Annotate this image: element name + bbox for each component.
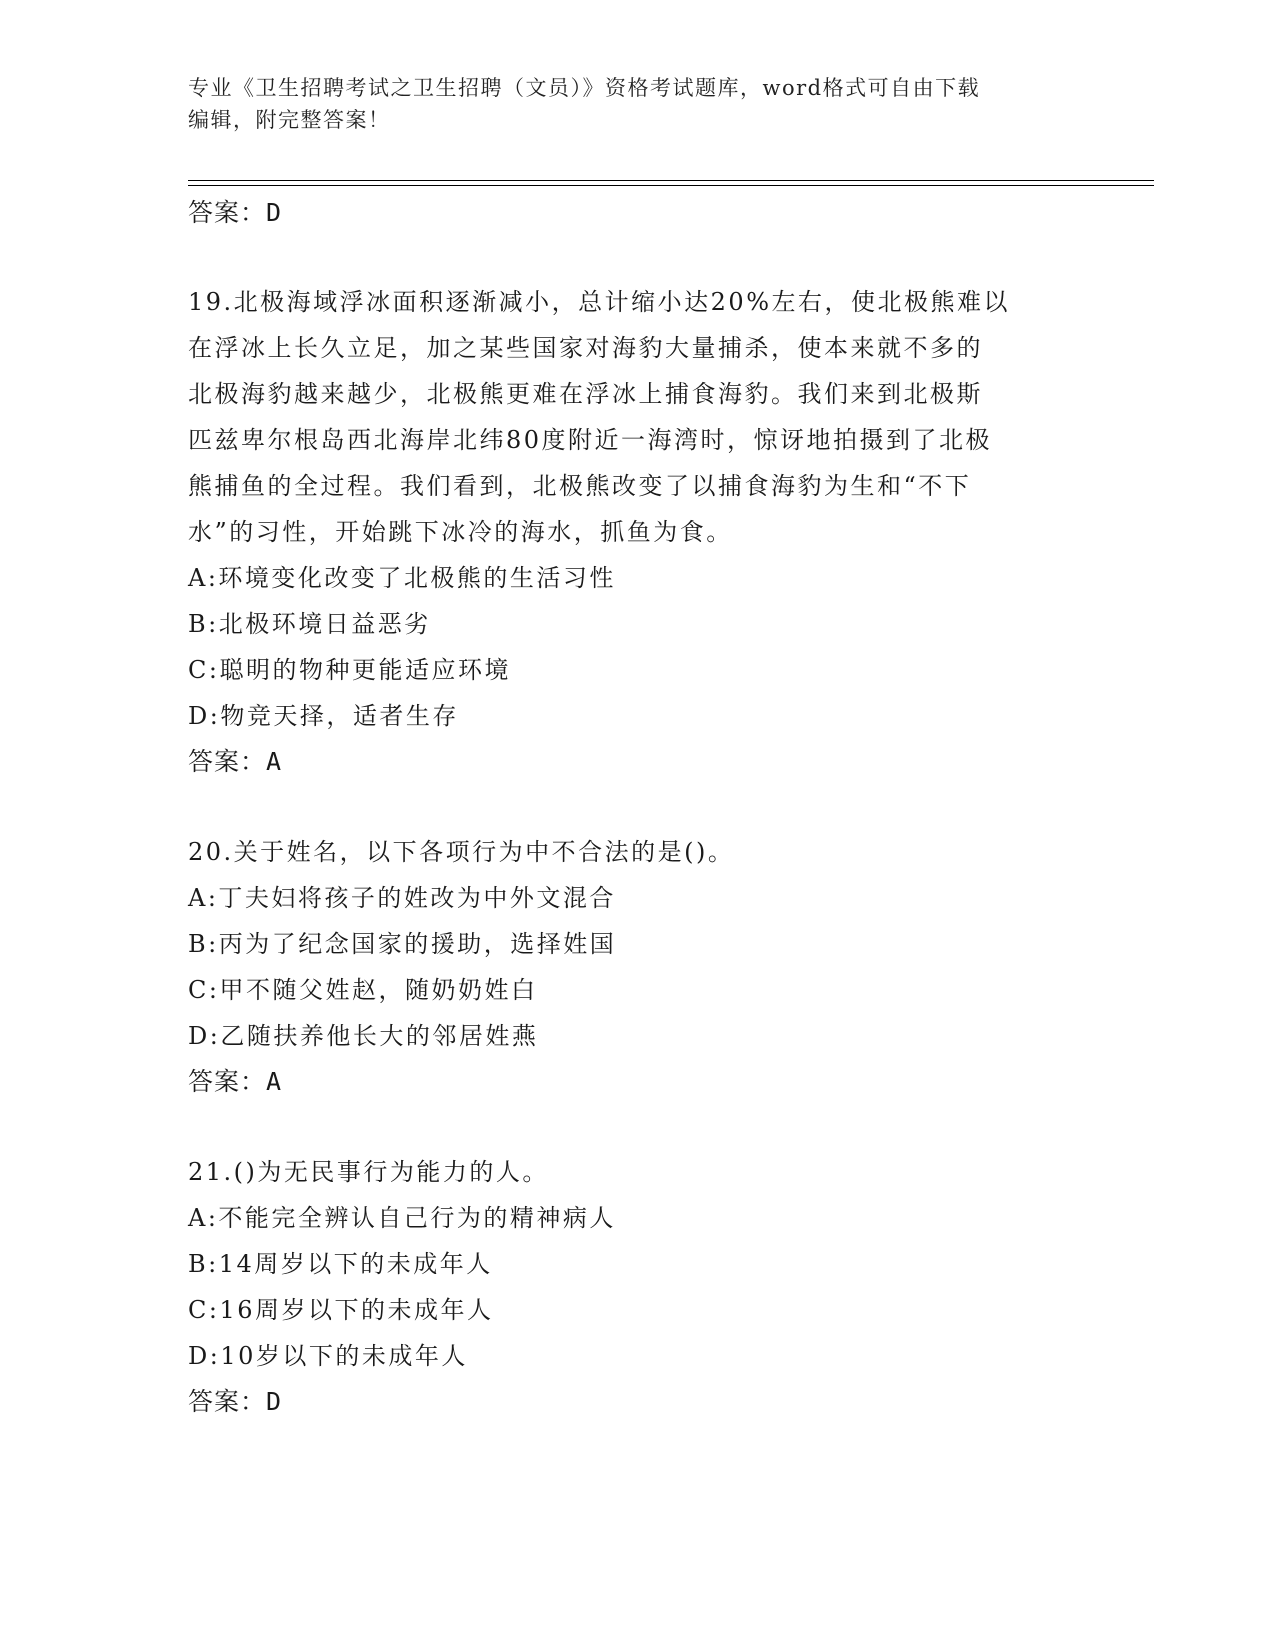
question-stem-line: 20.关于姓名，以下各项行为中不合法的是()。 xyxy=(188,838,735,866)
option-c: C:甲不随父姓赵，随奶奶姓白 xyxy=(188,976,538,1004)
option-a: A:不能完全辨认自己行为的精神病人 xyxy=(188,1204,616,1232)
document-header xyxy=(188,72,1088,136)
answer-value: D xyxy=(266,198,283,227)
answer-value: A xyxy=(266,1067,283,1096)
option-a: A:环境变化改变了北极熊的生活习性 xyxy=(188,564,616,592)
question-stem-line: 在浮冰上长久立足，加之某些国家对海豹大量捕杀，使本来就不多的 xyxy=(188,334,983,362)
option-d: D:物竞天择，适者生存 xyxy=(188,702,459,730)
question-21 xyxy=(188,1149,1088,1425)
question-stem-line: 19.北极海域浮冰面积逐渐减小，总计缩小达20%左右，使北极熊难以 xyxy=(188,288,1011,316)
option-a: A:丁夫妇将孩子的姓改为中外文混合 xyxy=(188,884,616,912)
option-b: B:北极环境日益恶劣 xyxy=(188,610,431,638)
question-stem-line: 21.()为无民事行为能力的人。 xyxy=(188,1158,549,1186)
option-c: C:聪明的物种更能适应环境 xyxy=(188,656,511,684)
option-b: B:14周岁以下的未成年人 xyxy=(188,1250,493,1278)
option-d: D:乙随扶养他长大的邻居姓燕 xyxy=(188,1022,539,1050)
question-stem-line: 匹兹卑尔根岛西北海岸北纬80度附近一海湾时，惊讶地拍摄到了北极 xyxy=(188,426,993,454)
header-divider-bottom xyxy=(188,185,1154,186)
header-line-2: 编辑，附完整答案！ xyxy=(188,108,391,132)
question-stem-line: 水”的习性，开始跳下冰冷的海水，抓鱼为食。 xyxy=(188,518,733,546)
answer-label: 答案： xyxy=(188,1387,267,1416)
question-stem-line: 北极海豹越来越少，北极熊更难在浮冰上捕食海豹。我们来到北极斯 xyxy=(188,380,983,408)
answer-value: D xyxy=(266,1387,283,1416)
answer-label: 答案： xyxy=(188,1067,267,1096)
document-body xyxy=(188,190,1088,1425)
option-d: D:10岁以下的未成年人 xyxy=(188,1342,468,1370)
header-line-1: 专业《卫生招聘考试之卫生招聘（文员）》资格考试题库，word格式可自由下载 xyxy=(188,76,981,100)
answer-line xyxy=(188,190,1088,236)
answer-line xyxy=(188,1059,1088,1105)
header-divider-top xyxy=(188,180,1154,181)
answer-label: 答案： xyxy=(188,198,267,227)
question-spacer xyxy=(188,785,1088,829)
question-20 xyxy=(188,829,1088,1105)
answer-line xyxy=(188,1379,1088,1425)
answer-value: A xyxy=(266,747,283,776)
answer-line xyxy=(188,739,1088,785)
question-19 xyxy=(188,279,1088,785)
option-c: C:16周岁以下的未成年人 xyxy=(188,1296,494,1324)
answer-label: 答案： xyxy=(188,747,267,776)
question-stem-line: 熊捕鱼的全过程。我们看到，北极熊改变了以捕食海豹为生和“不下 xyxy=(188,472,972,500)
question-spacer xyxy=(188,1105,1088,1149)
option-b: B:丙为了纪念国家的援助，选择姓国 xyxy=(188,930,617,958)
